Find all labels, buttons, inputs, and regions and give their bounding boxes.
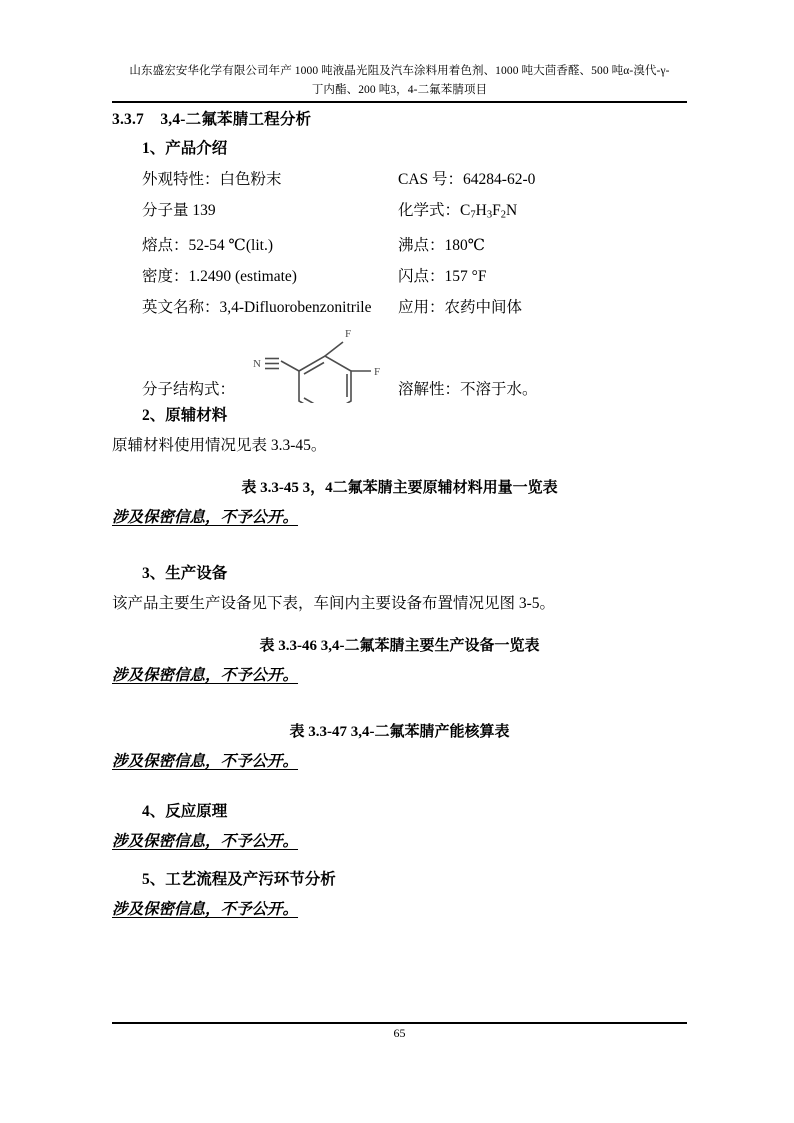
- confidential-notice-reaction: 涉及保密信息，不予公开。: [112, 833, 299, 851]
- product-property-list: [112, 164, 687, 323]
- atom-label-n: N: [253, 358, 261, 371]
- section-heading: [112, 106, 687, 133]
- property-flash-point: 闪点：157 °F: [398, 268, 487, 286]
- property-application: 应用：农药中间体: [398, 299, 523, 317]
- confidential-notice-capacity: 涉及保密信息，不予公开。: [112, 753, 299, 771]
- property-cas-number: CAS 号：64284-62-0: [398, 171, 536, 188]
- header-divider: [112, 101, 687, 103]
- property-row: [142, 164, 687, 195]
- section-number: 3.3.7: [112, 111, 144, 128]
- property-english-name: 英文名称：3,4-Difluorobenzonitrile: [142, 299, 372, 317]
- table-caption-3-3-47: 表 3.3-47 3,4-二氟苯腈产能核算表: [289, 724, 510, 741]
- molecular-structure-row: [112, 323, 687, 401]
- header-line-1: 山东盛宏安华化学有限公司年产 1000 吨液晶光阻及汽车涂料用着色剂、1000 吨大茴香醛、500 吨α-溴代-γ-: [129, 65, 670, 77]
- confidential-notice-process: 涉及保密信息，不予公开。: [112, 901, 299, 919]
- property-row: [142, 230, 687, 261]
- equipment-body: 该产品主要生产设备见下表，车间内主要设备布置情况见图 3-5。: [112, 595, 556, 613]
- section-title: 3,4-二氟苯腈工程分析: [160, 111, 312, 128]
- property-chemical-formula: 化学式：$C_7H_3F_2N$: [398, 202, 518, 221]
- property-boiling-point: 沸点：180℃: [398, 237, 486, 255]
- property-appearance: 外观特性：白色粉末: [142, 171, 282, 188]
- confidential-notice-equipment: 涉及保密信息，不予公开。: [112, 667, 299, 685]
- subsection-equipment: 3、生产设备: [142, 565, 228, 583]
- raw-materials-body: 原辅材料使用情况见表 3.3-45。: [112, 437, 327, 455]
- page-content: [112, 106, 687, 925]
- property-density: 密度：1.2490 (estimate): [142, 268, 297, 286]
- atom-label-f-top: F: [345, 328, 352, 341]
- property-row: [142, 292, 687, 323]
- table-caption-3-3-45: 表 3.3-45 3，4二氟苯腈主要原辅材料用量一览表: [241, 480, 558, 497]
- footer-divider: [112, 1022, 687, 1024]
- property-row: [142, 195, 687, 230]
- property-solubility: 溶解性：不溶于水。: [398, 381, 538, 399]
- page-number: 65: [393, 1026, 406, 1040]
- running-header: [112, 62, 687, 100]
- subsection-raw-materials: 2、原辅材料: [142, 407, 228, 425]
- table-caption-3-3-46: 表 3.3-46 3,4-二氟苯腈主要生产设备一览表: [259, 638, 540, 655]
- subsection-product-intro: 1、产品介绍: [142, 140, 228, 157]
- molecular-structure-diagram: [247, 325, 395, 403]
- confidential-notice-materials: 涉及保密信息，不予公开。: [112, 509, 299, 527]
- subsection-process-flow: 5、工艺流程及产污环节分析: [142, 871, 336, 889]
- header-line-2: 丁内酯、200 吨3，4-二氟苯腈项目: [311, 84, 488, 96]
- atom-label-f-right: F: [374, 366, 381, 379]
- property-melting-point: 熔点：52-54 ℃(lit.): [142, 237, 273, 255]
- structure-formula-label: 分子结构式：: [142, 381, 236, 399]
- subsection-reaction-principle: 4、反应原理: [142, 803, 228, 821]
- property-molecular-weight: 分子量 139: [142, 202, 216, 219]
- property-row: [142, 261, 687, 292]
